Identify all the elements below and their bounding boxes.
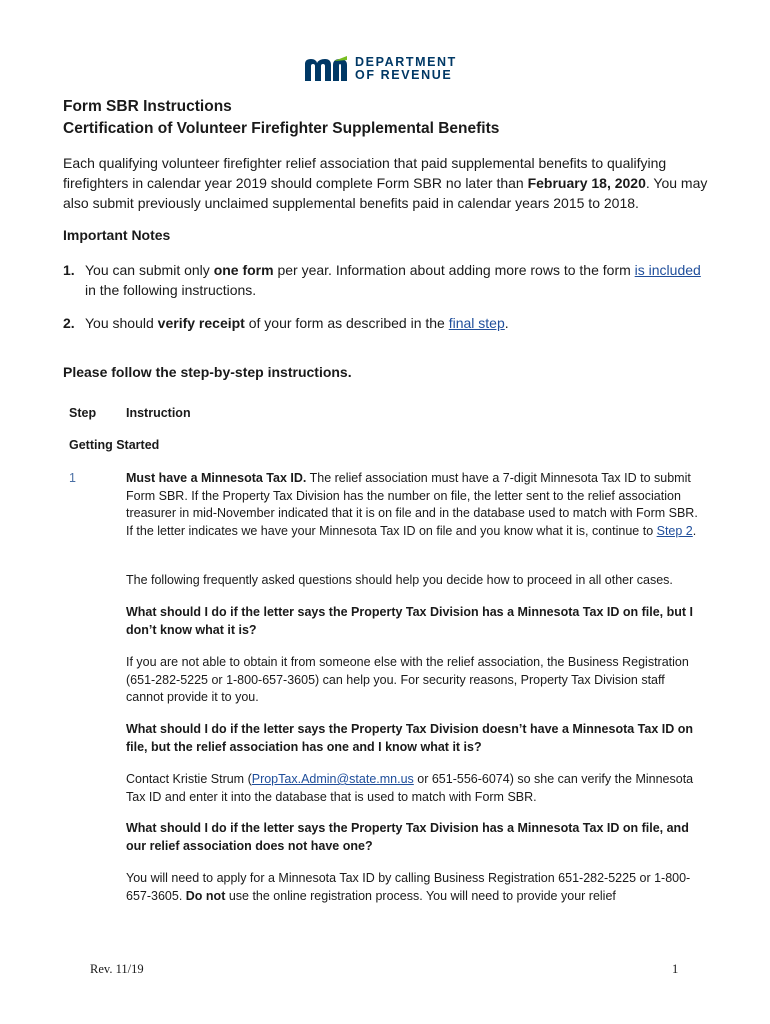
follow-instructions-heading: Please follow the step-by-step instructions. — [63, 364, 352, 380]
faq-intro: The following frequently asked questions should help you decide how to proceed in all other cases. — [126, 573, 673, 587]
deadline-date: February 18, 2020 — [527, 175, 646, 191]
step-2-link[interactable]: Step 2 — [656, 523, 693, 538]
step1-text-end: . — [692, 523, 697, 538]
faq-answer-emphasis: Do not — [185, 888, 226, 903]
step1-paragraph — [126, 470, 704, 540]
page-number: 1 — [672, 962, 679, 976]
faq-question-2 — [126, 721, 704, 756]
note-item-2 — [63, 313, 713, 333]
minnesota-logo-icon — [303, 56, 349, 82]
is-included-link[interactable]: is included — [634, 262, 701, 278]
important-notes-heading: Important Notes — [63, 227, 171, 243]
faq-answer-text: use the online registration process. You will need to provide your relief — [225, 888, 616, 903]
note-emphasis: one form — [213, 262, 274, 278]
faq-answer-1: If you are not able to obtain it from someone else with the relief association, the Business Registration (651-282-5225 or 1-800-657-3605) can help you. For security reasons, Property Tax Division staff cannot provide it to you. — [126, 655, 689, 705]
faq-question-text: What should I do if the letter says the Property Tax Division has a Minnesota Tax ID on file, but I don’t know what it is? — [126, 605, 693, 637]
email-link[interactable]: PropTax.Admin@state.mn.us — [251, 772, 414, 786]
revision-label: Rev. 11/19 — [90, 962, 144, 976]
column-header-step: Step — [69, 406, 97, 420]
note-text: You can submit only — [85, 262, 214, 278]
intro-paragraph — [63, 153, 713, 213]
faq-answer-3 — [126, 870, 704, 905]
faq-question-text: What should I do if the letter says the Property Tax Division has a Minnesota Tax ID on file, and our relief association does not have one? — [126, 821, 689, 853]
title-line-1: Form SBR Instructions — [63, 98, 232, 115]
intro-text: Each qualifying volunteer firefighter relief association that paid supplemental benefits to qualifying firefighters in calendar year 2019 should complete Form SBR no later than — [63, 155, 667, 191]
step-number: 1 — [69, 471, 76, 485]
faq-question-1 — [126, 604, 704, 639]
note-text: in the following instructions. — [85, 282, 257, 298]
faq-answer-text: You will need to apply for a Minnesota Tax ID by calling Business Registration 651-282-5225 or 1-800-657-3605. — [126, 871, 691, 903]
note-text: of your form as described in the — [244, 315, 449, 331]
faq-answer-text: Contact Kristie Strum ( — [126, 772, 252, 786]
note-emphasis: verify receipt — [157, 315, 245, 331]
note-text: per year. Information about adding more rows to the form — [273, 262, 635, 278]
note-number: 2. — [63, 315, 75, 331]
step1-text: The relief association must have a 7-digit Minnesota Tax ID to submit Form SBR. If the Property Tax Division has the number on file, the letter sent to the relief association treasurer in mid-November indicated that it is on file and in the database used to match with Form SBR. If the letter indicates we have your Minnesota Tax ID on file and you know what it is, continue to — [126, 471, 698, 538]
faq-question-3 — [126, 820, 704, 855]
step1-heading: Must have a Minnesota Tax ID. — [126, 471, 307, 485]
note-item-1 — [63, 260, 713, 300]
department-logo — [303, 56, 457, 82]
note-text: . — [504, 315, 509, 331]
document-title — [63, 96, 499, 140]
faq-answer-2 — [126, 771, 704, 806]
faq-answer-text: or 651-556-6074) so she can verify the Minnesota Tax ID and enter it into the database that is used to match with Form SBR. — [126, 772, 694, 804]
note-text: You should — [85, 315, 158, 331]
title-line-2: Certification of Volunteer Firefighter Supplemental Benefits — [63, 120, 500, 137]
section-heading-getting-started: Getting Started — [69, 438, 160, 452]
final-step-link[interactable]: final step — [448, 315, 505, 331]
column-header-instruction: Instruction — [126, 406, 191, 420]
intro-text-end: . You may also submit previously unclaimed supplemental benefits paid in calendar years 2015 to 2018. — [63, 175, 708, 211]
note-number: 1. — [63, 262, 75, 278]
faq-question-text: What should I do if the letter says the Property Tax Division doesn’t have a Minnesota Tax ID on file, but the relief association has one and I know what it is? — [126, 722, 693, 754]
logo-line-1: DEPARTMENT — [355, 55, 457, 69]
department-name — [355, 56, 457, 82]
logo-line-2: OF REVENUE — [355, 68, 453, 82]
